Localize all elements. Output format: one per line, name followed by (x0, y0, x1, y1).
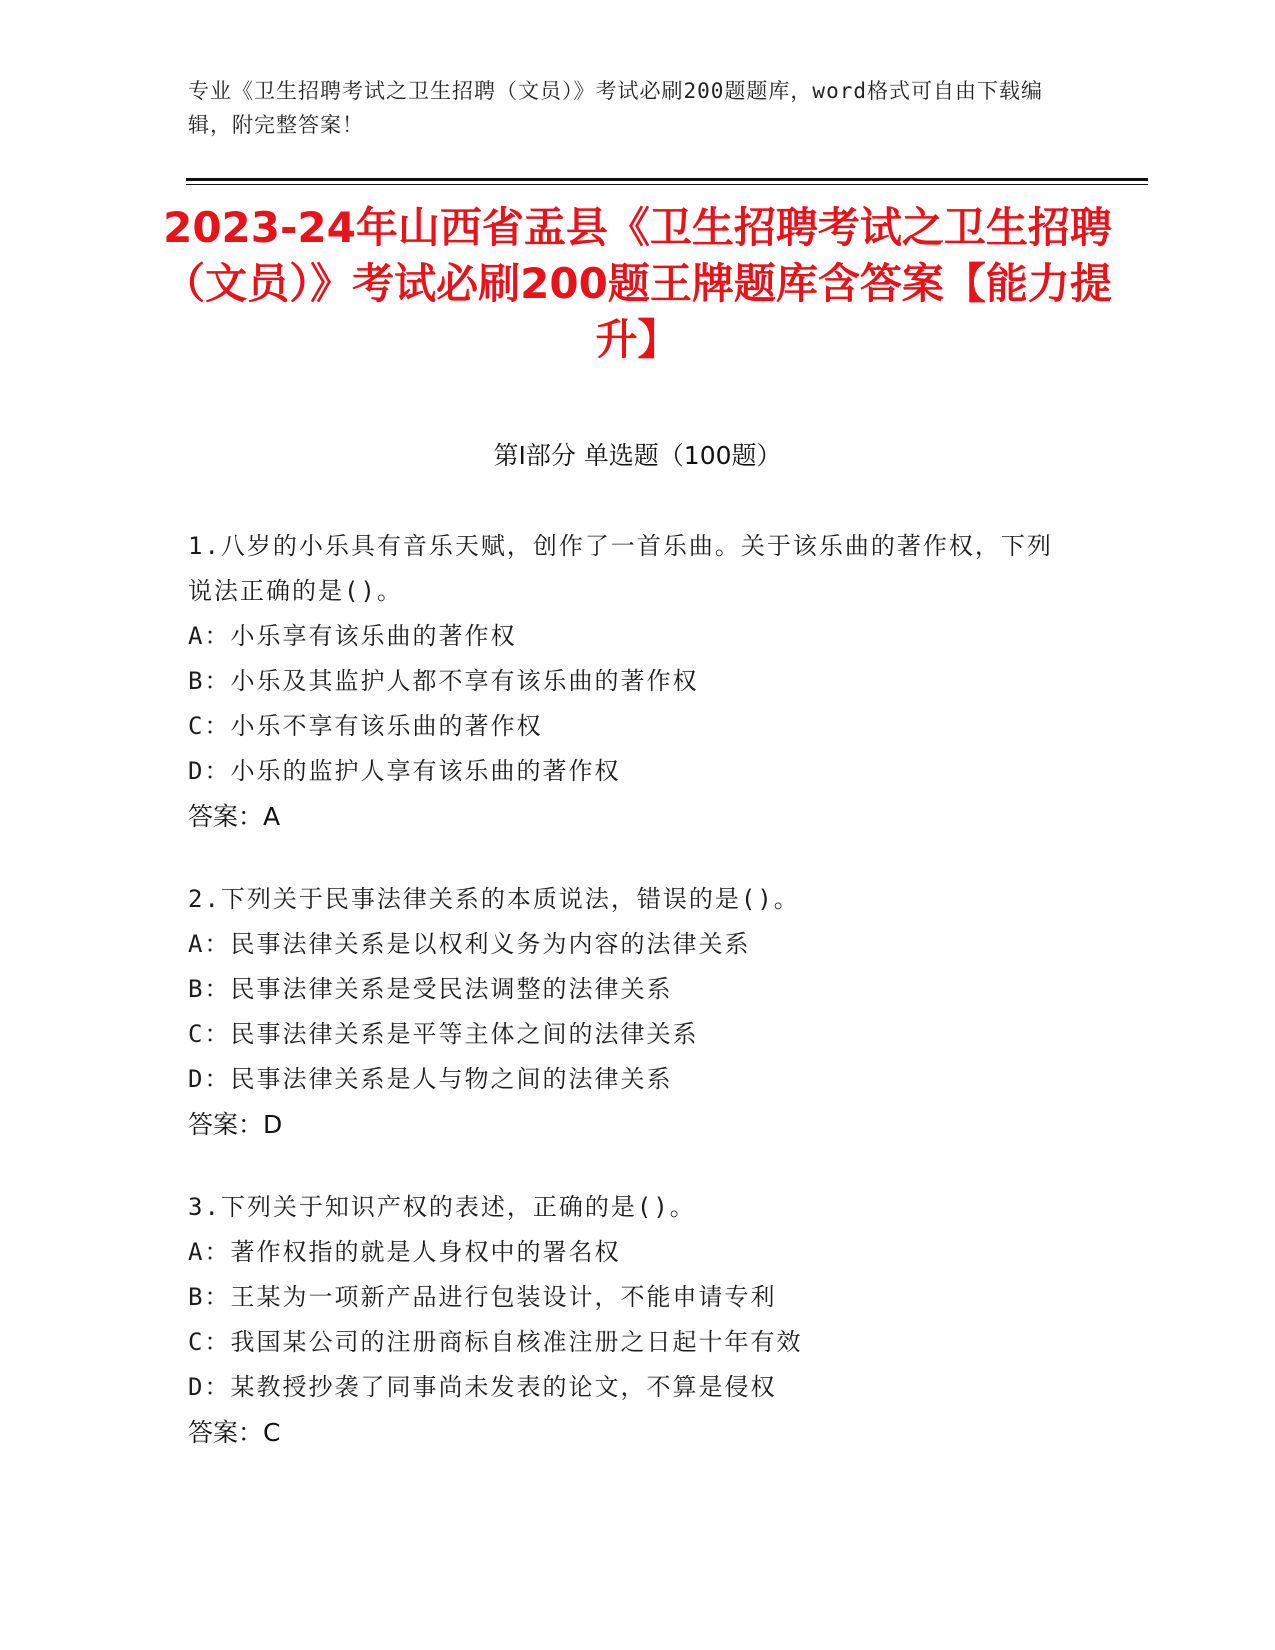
header-note: 专业《卫生招聘考试之卫生招聘（文员）》考试必刷200题题库，word格式可自由下载编辑，附完整答案！ (188, 79, 1043, 137)
option-d: D：某教授抄袭了同事尚未发表的论文，不算是侵权 (188, 1373, 777, 1401)
answer: 答案：D (188, 1110, 283, 1139)
section-title: 第I部分 单选题（100题） (493, 441, 782, 470)
header-divider-thin (186, 184, 1148, 185)
option-a: A：小乐享有该乐曲的著作权 (188, 622, 517, 650)
question-3 (188, 1185, 1068, 1455)
option-c: C：小乐不享有该乐曲的著作权 (188, 712, 543, 740)
question-stem: 2.下列关于民事法律关系的本质说法，错误的是()。 (188, 885, 800, 913)
option-a: A：著作权指的就是人身权中的署名权 (188, 1238, 621, 1266)
option-d: D：小乐的监护人享有该乐曲的著作权 (188, 757, 621, 785)
question-1 (188, 524, 1068, 839)
option-c: C：民事法律关系是平等主体之间的法律关系 (188, 1020, 699, 1048)
answer: 答案：A (188, 802, 281, 831)
question-stem: 1.八岁的小乐具有音乐天赋，创作了一首乐曲。关于该乐曲的著作权，下列说法正确的是()。 (188, 532, 1053, 605)
answer: 答案：C (188, 1418, 281, 1447)
document-title: 2023-24年山西省盂县《卫生招聘考试之卫生招聘（文员）》考试必刷200题王牌题库含答案【能力提升】 (163, 203, 1112, 364)
option-d: D：民事法律关系是人与物之间的法律关系 (188, 1065, 673, 1093)
option-b: B：小乐及其监护人都不享有该乐曲的著作权 (188, 667, 699, 695)
header-divider-thick (186, 178, 1148, 181)
question-list (188, 524, 1068, 1493)
option-c: C：我国某公司的注册商标自核准注册之日起十年有效 (188, 1328, 803, 1356)
option-b: B：民事法律关系是受民法调整的法律关系 (188, 975, 673, 1003)
question-stem: 3.下列关于知识产权的表述，正确的是()。 (188, 1193, 696, 1221)
option-b: B：王某为一项新产品进行包装设计，不能申请专利 (188, 1283, 777, 1311)
question-2 (188, 877, 1068, 1147)
option-a: A：民事法律关系是以权利义务为内容的法律关系 (188, 930, 751, 958)
